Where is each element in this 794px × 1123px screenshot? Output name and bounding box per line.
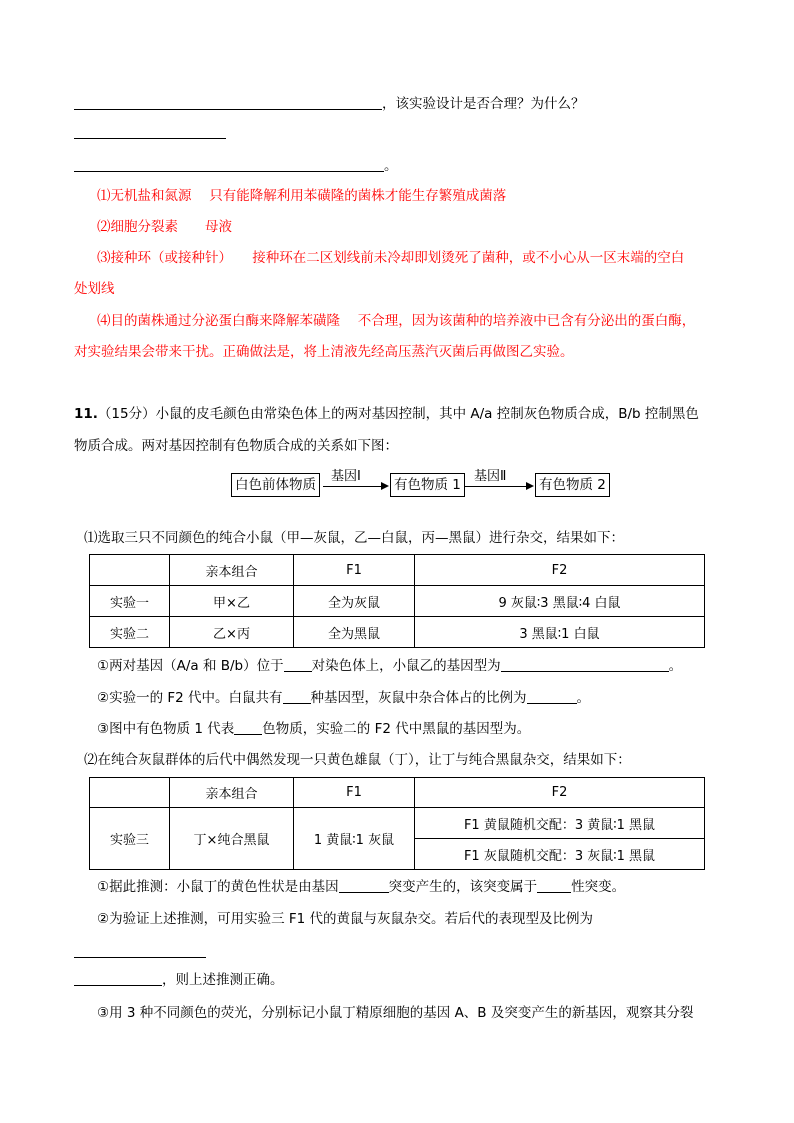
part-1-question-2 — [97, 688, 590, 708]
part-1-question-3 — [97, 719, 530, 739]
gene-1-label: 基因Ⅰ — [331, 469, 361, 484]
table-header-cell: F2 — [415, 778, 705, 808]
table-header-cell — [90, 778, 170, 808]
answer-1 — [97, 186, 506, 206]
part-1-text: 选取三只不同颜色的纯合小鼠（甲—灰鼠，乙—白鼠，丙—黑鼠）进行杂交，结果如下： — [97, 530, 624, 546]
answer-1-text: 无机盐和氮源 只有能降解利用苯磺隆的菌株才能生存繁殖成菌落 — [110, 188, 507, 204]
answer-2 — [97, 217, 232, 237]
answer-blank — [74, 157, 384, 172]
table-header-cell: F2 — [415, 555, 705, 586]
answer-3 — [97, 248, 684, 268]
question-text: 色物质，实验二的 F2 代中黑鼠的基因型为。 — [262, 721, 531, 737]
question-text: 性突变。 — [571, 879, 626, 895]
answer-blank — [74, 95, 382, 110]
diagram-box-pigment-2: 有色物质 2 — [535, 473, 610, 497]
question-text: 。 — [668, 658, 683, 674]
diagram-box-white-precursor: 白色前体物质 — [231, 473, 320, 497]
table-header-row — [90, 555, 705, 586]
part-1-number: ⑴ — [84, 530, 98, 546]
answer-blank — [234, 720, 262, 735]
arrow-head-icon — [381, 482, 389, 490]
part-2-question-1 — [97, 877, 625, 897]
table-cell: F1 黄鼠随机交配：3 黄鼠∶1 黑鼠 — [415, 808, 705, 839]
table-row — [90, 617, 705, 648]
answer-4-text: 目的菌株通过分泌蛋白酶来降解苯磺隆 不合理，因为该菌种的培养液中已含有分泌出的蛋白酶， — [110, 313, 696, 329]
answer-blank — [527, 689, 577, 704]
question-text: 对染色体上，小鼠乙的基因型为 — [311, 658, 501, 674]
answer-2-text: 细胞分裂素 母液 — [110, 219, 232, 235]
table-cell: 甲×乙 — [170, 586, 294, 617]
table-cell: F1 灰鼠随机交配：3 灰鼠∶1 黑鼠 — [415, 839, 705, 870]
table-cell: 9 灰鼠∶3 黑鼠∶4 白鼠 — [415, 586, 705, 617]
table-header-cell: 亲本组合 — [170, 778, 294, 808]
answer-1-number: ⑴ — [97, 188, 111, 204]
diagram-box-pigment-1: 有色物质 1 — [390, 473, 465, 497]
part-1-intro — [84, 528, 624, 548]
table-row — [90, 586, 705, 617]
answer-3-cont: 处划线 — [74, 281, 115, 297]
part-2-question-2: ②为验证上述推测，可用实验三 F1 代的黄鼠与灰鼠杂交。若后代的表现型及比例为 — [97, 911, 594, 927]
question-text: ①两对基因（A/a 和 B/b）位于 — [97, 658, 284, 674]
arrow-head-icon — [526, 482, 534, 490]
gene-2-label: 基因Ⅱ — [474, 469, 507, 484]
answer-4-number: ⑷ — [97, 313, 111, 329]
answer-3-text: 接种环（或接种针） 接种环在二区划线前未冷却即划烫死了菌种，或不小心从一区末端的空白 — [110, 250, 685, 266]
intro-line-1 — [74, 92, 585, 112]
answer-blank — [284, 657, 312, 672]
table-cell: 1 黄鼠∶1 灰鼠 — [294, 808, 415, 870]
table-header-cell — [90, 555, 170, 586]
table-cell: 3 黑鼠∶1 白鼠 — [415, 617, 705, 648]
answer-blank — [501, 657, 669, 672]
arrow-gene-1 — [323, 486, 381, 487]
table-cell: 全为黑鼠 — [294, 617, 415, 648]
table-2 — [89, 777, 705, 870]
intro-line-3 — [74, 154, 398, 174]
table-header-cell: 亲本组合 — [170, 555, 294, 586]
part-2-number: ⑵ — [84, 752, 98, 768]
answer-2-number: ⑵ — [97, 219, 111, 235]
question-text: 。 — [576, 690, 591, 706]
answer-blank — [283, 689, 311, 704]
question-11-cont: 物质合成。两对基因控制有色物质合成的关系如下图： — [74, 438, 398, 454]
part-2-text: 在纯合灰鼠群体的后代中偶然发现一只黄色雄鼠（丁），让丁与纯合黑鼠杂交，结果如下： — [97, 752, 631, 768]
table-cell: 实验三 — [90, 808, 170, 870]
question-text: ③图中有色物质 1 代表 — [97, 721, 235, 737]
answer-4-cont: 对实验结果会带来干扰。正确做法是，将上清液先经高压蒸汽灭菌后再做图乙实验。 — [74, 344, 574, 360]
table-1 — [89, 554, 705, 648]
question-text: ②实验一的 F2 代中。白鼠共有 — [97, 690, 283, 706]
table-cell: 实验二 — [90, 617, 170, 648]
table-header-cell: F1 — [294, 778, 415, 808]
answer-blank — [74, 971, 162, 986]
answer-blank — [74, 138, 226, 139]
table-row — [90, 808, 705, 839]
table-cell: 全为灰鼠 — [294, 586, 415, 617]
question-11-text: （15分）小鼠的皮毛颜色由常染色体上的两对基因控制，其中 A/a 控制灰色物质合成，B/b 控制黑色 — [97, 406, 699, 422]
part-1-question-1 — [97, 656, 682, 676]
table-header-cell: F1 — [294, 555, 415, 586]
question-text: ①据此推测：小鼠丁的黄色性状是由基因 — [97, 879, 339, 895]
table-cell: 乙×丙 — [170, 617, 294, 648]
intro-question: ，该实验设计是否合理？为什么？ — [382, 96, 585, 112]
answer-4 — [97, 311, 695, 331]
part-2-intro — [84, 750, 631, 770]
answer-blank — [537, 878, 571, 893]
answer-blank — [339, 878, 389, 893]
question-number: 11. — [74, 406, 98, 422]
question-text: 突变产生的，该突变属于 — [388, 879, 538, 895]
table-cell: 实验一 — [90, 586, 170, 617]
part-2-question-2-cont — [74, 970, 284, 990]
part-2-question-3: ③用 3 种不同颜色的荧光，分别标记小鼠丁精原细胞的基因 A、B 及突变产生的新基因，观察其分裂 — [97, 1005, 694, 1021]
arrow-gene-2 — [464, 486, 526, 487]
table-cell: 丁×纯合黑鼠 — [170, 808, 294, 870]
answer-3-number: ⑶ — [97, 250, 111, 266]
answer-blank — [74, 957, 206, 958]
question-text: 种基因型，灰鼠中杂合体占的比例为 — [310, 690, 527, 706]
question-text: ，则上述推测正确。 — [162, 972, 284, 988]
end-mark: 。 — [384, 158, 398, 174]
table-header-row — [90, 778, 705, 808]
question-11 — [74, 404, 699, 424]
